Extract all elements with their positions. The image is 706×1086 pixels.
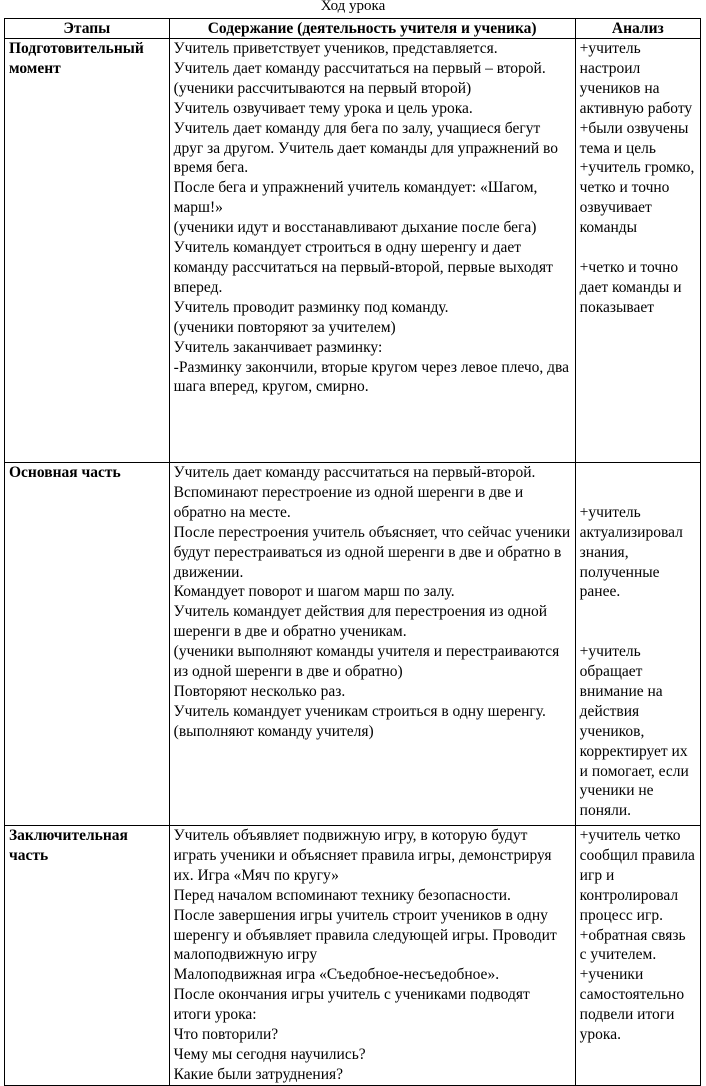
lesson-table (4, 18, 701, 1086)
page-title: Ход урока (320, 0, 386, 14)
content-line: Учитель заканчивает разминку: (173, 338, 383, 356)
analysis-gap (580, 463, 696, 483)
content-line: После окончания игры учитель с учениками подводят итоги урока: (173, 986, 530, 1024)
content-line: (ученики повторяют за учителем) (173, 318, 396, 336)
content-line: После бега и упражнений учитель командует: «Шагом, марш!» (173, 179, 538, 217)
table-row-preparatory (5, 39, 701, 463)
content-line: Чему мы сегодня научились? (173, 1045, 366, 1063)
content-line: Какие были затруднения? (173, 1065, 344, 1083)
content-line: Учитель объявляет подвижную игру, в которую будут играть ученики и объясняет правила игры, демонстрируя их. Игра «Мяч по кругу» (173, 827, 552, 884)
stage-cell: Основная часть (5, 463, 170, 826)
content-line: Учитель дает команду рассчитаться на первый – второй. (ученики рассчитываются на первый второй) (173, 59, 546, 97)
content-line: Учитель командует ученикам строиться в одну шеренгу. (173, 702, 546, 720)
analysis-line: +были озвучены тема и цель (579, 119, 689, 157)
content-line: (ученики выполняют команды учителя и перестраиваются из одной шеренги в две и обратно) (173, 643, 560, 681)
content-line: Учитель командует действия для перестроения из одной шеренги в две и обратно ученикам. (173, 603, 548, 641)
analysis-line: +обратная связь с учителем. (579, 926, 686, 964)
header-analysis: Анализ (575, 19, 700, 39)
analysis-gap (580, 622, 696, 642)
content-cell (169, 39, 575, 463)
header-stage: Этапы (5, 19, 170, 39)
content-line: Что повторили? (173, 1026, 279, 1044)
content-line: После перестроения учитель объясняет, что сейчас ученики будут перестраиваться из одной шеренги в две и обратно в движении. (173, 523, 571, 581)
analysis-gap (580, 238, 696, 258)
content-line: Вспоминают перестроение из одной шеренги в две и обратно на месте. (173, 483, 524, 521)
content-cell (169, 826, 575, 1086)
content-line: -Разминку закончили, вторые кругом через левое плечо, два шага вперед, кругом, смирно. (173, 358, 570, 396)
content-line: Перед началом вспоминают технику безопасности. (173, 886, 511, 904)
content-line: Учитель озвучивает тему урока и цель урока. (173, 99, 473, 117)
analysis-line: +учитель настроил учеников на активную работу (579, 40, 693, 117)
analysis-cell (575, 463, 700, 826)
content-line: (выполняют команду учителя) (173, 722, 374, 740)
content-line: Учитель приветствует учеников, представляется. (173, 40, 498, 57)
analysis-line: +четко и точно дает команды и показывает (579, 258, 682, 316)
table-row-main (5, 463, 701, 826)
stage-cell: Подготовительный момент (5, 39, 170, 463)
analysis-line: +учитель четко сообщил правила игр и контролировал процесс игр. (579, 827, 695, 924)
content-line: Командует поворот и шагом марш по залу. (173, 583, 455, 601)
table-row-final (5, 826, 701, 1086)
analysis-line: +учитель громко, четко и точно озвучивает команды (579, 159, 695, 237)
analysis-gap (580, 602, 696, 622)
stage-cell: Заключительная часть (5, 826, 170, 1086)
content-line: Учитель командует строиться в одну шеренгу и дает команду рассчитаться на первый-второй, первые выходят вперед. (173, 239, 553, 296)
content-line: Учитель проводит разминку под команду. (173, 298, 449, 316)
table-header-row (5, 19, 701, 39)
content-cell (169, 463, 575, 826)
analysis-line: +учитель обращает внимание на действия учеников, корректирует их и помогает, если ученики не поняли. (579, 643, 689, 820)
content-line: Малоподвижная игра «Съедобное-несъедобное». (173, 966, 500, 984)
analysis-cell (575, 826, 700, 1086)
analysis-line: +ученики самостоятельно подвели итоги урока. (579, 966, 685, 1044)
content-line: После завершения игры учитель строит учеников в одну шеренгу и объявляет правила следующей игры. Проводит малоподвижную игру (173, 906, 557, 964)
analysis-line: +учитель актуализировал знания, полученные ранее. (579, 503, 683, 601)
header-content: Содержание (деятельность учителя и ученика) (169, 19, 575, 39)
content-line: (ученики идут и восстанавливают дыхание после бега) (173, 219, 537, 237)
content-line: Повторяют несколько раз. (173, 682, 346, 700)
analysis-cell (575, 39, 700, 463)
content-line: Учитель дает команду для бега по залу, учащиеся бегут друг за другом. Учитель дает команды для упражнений во время бега. (173, 119, 558, 177)
content-line: Учитель дает команду рассчитаться на первый-второй. (173, 464, 536, 481)
analysis-gap (580, 483, 696, 503)
